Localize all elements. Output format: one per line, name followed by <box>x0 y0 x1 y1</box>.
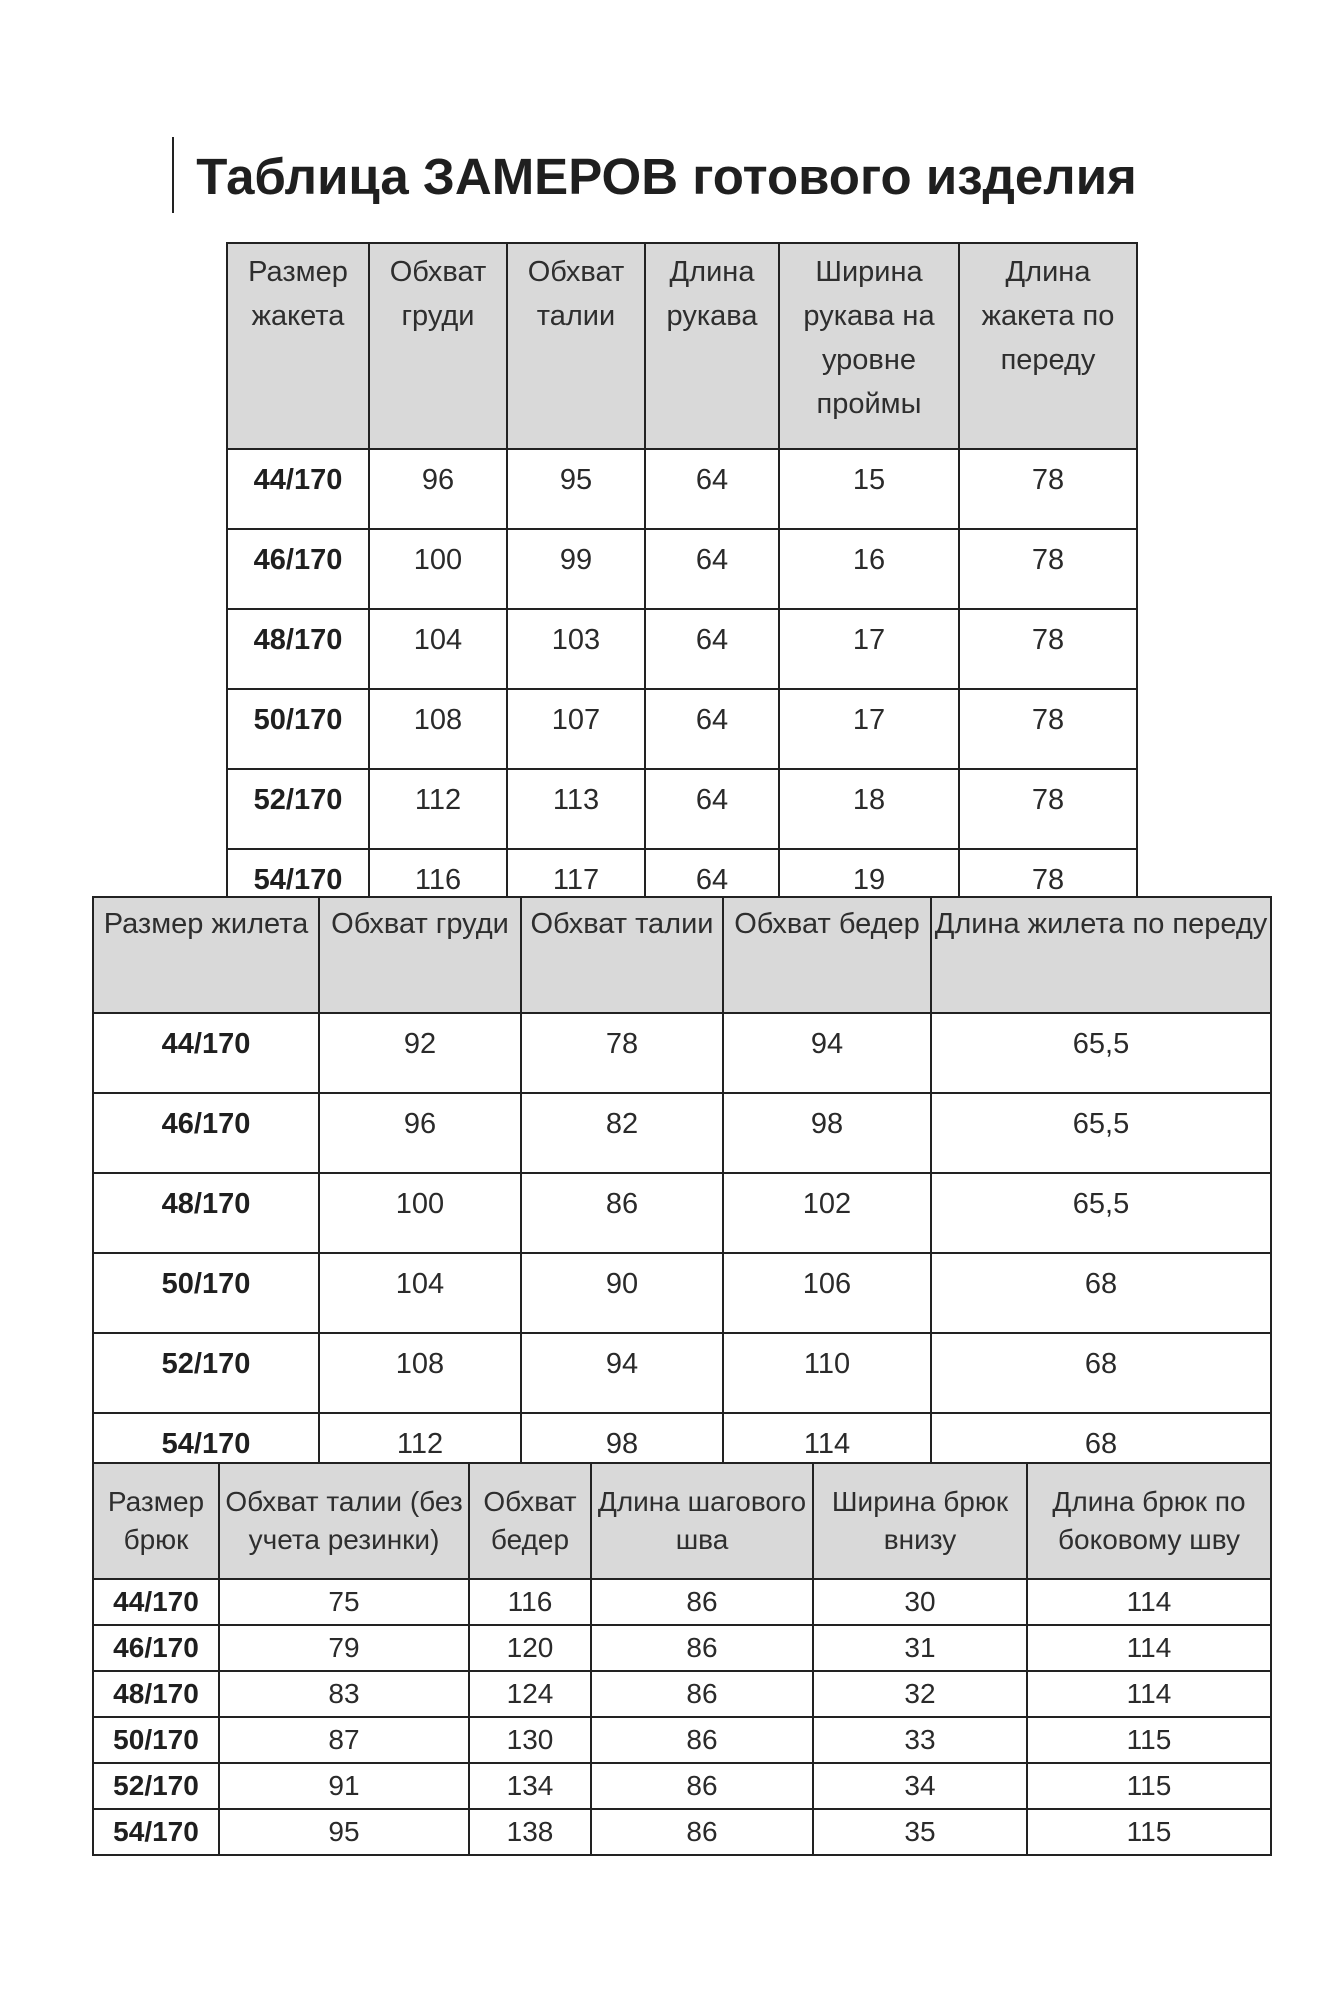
table-row <box>227 769 1137 849</box>
size-cell: 50/170 <box>93 1717 219 1763</box>
value-cell: 116 <box>469 1579 591 1625</box>
value-cell: 124 <box>469 1671 591 1717</box>
size-cell: 54/170 <box>227 849 369 929</box>
value-cell: 34 <box>813 1763 1027 1809</box>
column-header-size: Размер жилета <box>93 897 319 1013</box>
size-cell: 54/170 <box>93 1809 219 1855</box>
value-cell: 112 <box>319 1413 521 1493</box>
table-row <box>93 1333 1271 1413</box>
value-cell: 86 <box>591 1579 813 1625</box>
value-cell: 83 <box>219 1671 469 1717</box>
size-cell: 44/170 <box>93 1013 319 1093</box>
table-row <box>93 1253 1271 1333</box>
value-cell: 134 <box>469 1763 591 1809</box>
table-row <box>93 1173 1271 1253</box>
value-cell: 65,5 <box>931 1173 1271 1253</box>
jacket-measurements-table <box>226 242 1138 930</box>
value-cell: 112 <box>369 769 507 849</box>
value-cell: 16 <box>779 529 959 609</box>
value-cell: 102 <box>723 1173 931 1253</box>
value-cell: 30 <box>813 1579 1027 1625</box>
table-row <box>227 609 1137 689</box>
value-cell: 94 <box>521 1333 723 1413</box>
value-cell: 115 <box>1027 1717 1271 1763</box>
value-cell: 130 <box>469 1717 591 1763</box>
size-cell: 52/170 <box>93 1333 319 1413</box>
value-cell: 95 <box>219 1809 469 1855</box>
size-cell: 46/170 <box>93 1625 219 1671</box>
column-header-sleeve-width: Ширина рукава на уровне проймы <box>779 243 959 449</box>
value-cell: 114 <box>1027 1671 1271 1717</box>
value-cell: 64 <box>645 689 779 769</box>
value-cell: 96 <box>319 1093 521 1173</box>
value-cell: 78 <box>959 529 1137 609</box>
vest-measurements-table <box>92 896 1272 1494</box>
column-header-chest: Обхват груди <box>319 897 521 1013</box>
value-cell: 138 <box>469 1809 591 1855</box>
value-cell: 115 <box>1027 1809 1271 1855</box>
column-header-hem-width: Ширина брюк внизу <box>813 1463 1027 1579</box>
table-row <box>93 1093 1271 1173</box>
size-cell: 48/170 <box>227 609 369 689</box>
value-cell: 86 <box>591 1717 813 1763</box>
value-cell: 65,5 <box>931 1093 1271 1173</box>
value-cell: 32 <box>813 1671 1027 1717</box>
value-cell: 94 <box>723 1013 931 1093</box>
size-cell: 46/170 <box>93 1093 319 1173</box>
value-cell: 78 <box>959 449 1137 529</box>
value-cell: 120 <box>469 1625 591 1671</box>
value-cell: 75 <box>219 1579 469 1625</box>
size-cell: 44/170 <box>227 449 369 529</box>
value-cell: 103 <box>507 609 645 689</box>
value-cell: 78 <box>521 1013 723 1093</box>
value-cell: 106 <box>723 1253 931 1333</box>
column-header-jacket-length: Длина жакета по переду <box>959 243 1137 449</box>
value-cell: 116 <box>369 849 507 929</box>
page-title: Таблица ЗАМЕРОВ готового изделия <box>196 148 1137 205</box>
value-cell: 90 <box>521 1253 723 1333</box>
value-cell: 98 <box>521 1413 723 1493</box>
size-cell: 52/170 <box>93 1763 219 1809</box>
table-row <box>93 1579 1271 1625</box>
value-cell: 114 <box>723 1413 931 1493</box>
value-cell: 64 <box>645 449 779 529</box>
value-cell: 78 <box>959 769 1137 849</box>
value-cell: 19 <box>779 849 959 929</box>
table-row <box>93 1625 1271 1671</box>
value-cell: 64 <box>645 609 779 689</box>
value-cell: 113 <box>507 769 645 849</box>
value-cell: 100 <box>369 529 507 609</box>
value-cell: 99 <box>507 529 645 609</box>
value-cell: 68 <box>931 1333 1271 1413</box>
value-cell: 115 <box>1027 1763 1271 1809</box>
value-cell: 64 <box>645 849 779 929</box>
column-header-waist: Обхват талии <box>507 243 645 449</box>
value-cell: 78 <box>959 689 1137 769</box>
value-cell: 87 <box>219 1717 469 1763</box>
value-cell: 114 <box>1027 1625 1271 1671</box>
value-cell: 91 <box>219 1763 469 1809</box>
value-cell: 18 <box>779 769 959 849</box>
value-cell: 68 <box>931 1253 1271 1333</box>
trousers-measurements-table <box>92 1462 1272 1856</box>
size-cell: 48/170 <box>93 1173 319 1253</box>
table-row <box>93 1717 1271 1763</box>
size-cell: 50/170 <box>227 689 369 769</box>
value-cell: 64 <box>645 529 779 609</box>
value-cell: 92 <box>319 1013 521 1093</box>
size-cell: 52/170 <box>227 769 369 849</box>
value-cell: 15 <box>779 449 959 529</box>
value-cell: 114 <box>1027 1579 1271 1625</box>
value-cell: 35 <box>813 1809 1027 1855</box>
value-cell: 108 <box>319 1333 521 1413</box>
column-header-vest-length: Длина жилета по переду <box>931 897 1271 1013</box>
value-cell: 86 <box>591 1809 813 1855</box>
value-cell: 86 <box>591 1625 813 1671</box>
value-cell: 98 <box>723 1093 931 1173</box>
size-cell: 48/170 <box>93 1671 219 1717</box>
column-header-hips: Обхват бедер <box>469 1463 591 1579</box>
column-header-hips: Обхват бедер <box>723 897 931 1013</box>
value-cell: 79 <box>219 1625 469 1671</box>
table-row <box>93 1763 1271 1809</box>
size-cell: 46/170 <box>227 529 369 609</box>
table-row <box>227 529 1137 609</box>
value-cell: 86 <box>591 1671 813 1717</box>
column-header-inseam: Длина шагового шва <box>591 1463 813 1579</box>
value-cell: 96 <box>369 449 507 529</box>
table-header-row <box>227 243 1137 449</box>
value-cell: 17 <box>779 609 959 689</box>
size-cell: 44/170 <box>93 1579 219 1625</box>
table-row <box>227 449 1137 529</box>
size-cell: 54/170 <box>93 1413 319 1493</box>
value-cell: 104 <box>369 609 507 689</box>
column-header-size: Размер брюк <box>93 1463 219 1579</box>
column-header-size: Размер жакета <box>227 243 369 449</box>
value-cell: 78 <box>959 609 1137 689</box>
value-cell: 65,5 <box>931 1013 1271 1093</box>
table-row <box>93 1809 1271 1855</box>
value-cell: 95 <box>507 449 645 529</box>
value-cell: 17 <box>779 689 959 769</box>
value-cell: 86 <box>591 1763 813 1809</box>
value-cell: 110 <box>723 1333 931 1413</box>
value-cell: 31 <box>813 1625 1027 1671</box>
value-cell: 104 <box>319 1253 521 1333</box>
table-row <box>93 1013 1271 1093</box>
value-cell: 64 <box>645 769 779 849</box>
value-cell: 68 <box>931 1413 1271 1493</box>
column-header-waist: Обхват талии (без учета резинки) <box>219 1463 469 1579</box>
table-row <box>93 1671 1271 1717</box>
table-header-row <box>93 1463 1271 1579</box>
table-row <box>227 689 1137 769</box>
value-cell: 117 <box>507 849 645 929</box>
column-header-chest: Обхват груди <box>369 243 507 449</box>
value-cell: 100 <box>319 1173 521 1253</box>
value-cell: 108 <box>369 689 507 769</box>
value-cell: 82 <box>521 1093 723 1173</box>
column-header-sleeve-length: Длина рукава <box>645 243 779 449</box>
column-header-outseam: Длина брюк по боковому шву <box>1027 1463 1271 1579</box>
value-cell: 33 <box>813 1717 1027 1763</box>
size-cell: 50/170 <box>93 1253 319 1333</box>
value-cell: 107 <box>507 689 645 769</box>
value-cell: 78 <box>959 849 1137 929</box>
column-header-waist: Обхват талии <box>521 897 723 1013</box>
table-header-row <box>93 897 1271 1013</box>
value-cell: 86 <box>521 1173 723 1253</box>
